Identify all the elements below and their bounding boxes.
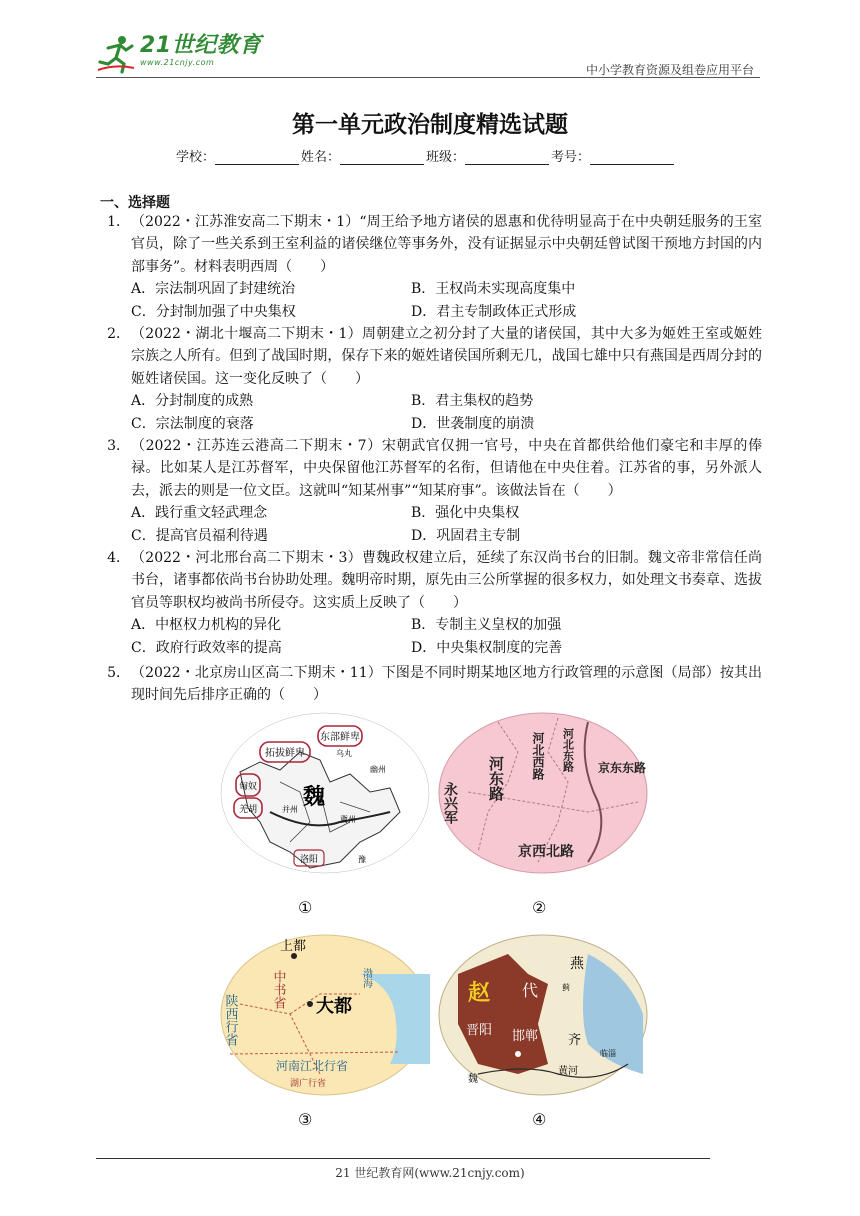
map4-label: 晋阳 [466,1023,493,1038]
map-1-wei [220,712,430,874]
map1-label: 乌丸 [336,749,352,758]
map4-label: 黄河 [558,1066,578,1077]
option-c[interactable]: C．政府行政效率的提高 [131,639,282,656]
option-d[interactable]: D．中央集权制度的完善 [411,639,563,656]
map2-label: 永兴军 [442,782,458,824]
question-number: 5． [107,665,130,681]
options [131,278,762,323]
footer-divider [96,1158,710,1159]
map3-label: 陕西行省 [222,994,238,1046]
map4-label: 赵 [468,981,491,1006]
question-number: 4． [107,550,130,566]
page-header [96,34,760,80]
school-blank[interactable] [215,150,299,165]
map4-label: 齐 [568,1033,582,1048]
logo [96,34,262,74]
question-number: 3． [107,438,130,454]
exam-number-blank[interactable] [590,150,674,165]
option-c[interactable]: C．宗法制度的衰落 [131,415,254,432]
options [131,390,762,435]
map3-label: 上都 [280,939,307,954]
option-c[interactable]: C．提高官员福利待遇 [131,527,268,544]
question-stem: （2022・江苏连云港高二下期末・7）宋朝武官仅拥一官号，中央在首都供给他们豪宅和丰厚的俸禄。比如某人是江苏督军，中央保留他江苏督军的名衔，但请他在中央住着。江苏省的事，另外派人去，派去的则是一位文臣。这就叫“知某州事”“知某府事”。该做法旨在（ ） [131,438,762,499]
question-number: 2． [107,326,130,342]
school-label: 学校： [176,150,216,165]
option-a[interactable]: A．宗法制巩固了封建统治 [131,281,296,298]
map-2-song [438,712,648,874]
map1-label: 幽州 [370,765,386,774]
header-divider [96,77,760,78]
map3-label: 河南江北行省 [276,1059,349,1073]
page-title: 第一单元政治制度精选试题 [292,112,568,138]
option-a[interactable]: A．中枢权力机构的异化 [131,617,282,634]
map1-label: 魏 [302,785,326,810]
option-d[interactable]: D．巩固君主专制 [411,527,521,544]
map2-label: 京西北路 [518,844,574,860]
student-info-fields [176,146,676,165]
map-caption-1: ① [298,898,313,917]
question-stem: （2022・江苏淮安高二下期末・1）“周王给予地方诸侯的恩惠和优待明显高于在中央朝廷服务的王室官员，除了一些关系到王室利益的诸侯继位等事务外，没有证据显示中央朝廷曾试图干预地方封国的内部事务”。材料表明西周（ ） [131,214,762,275]
question-2 [100,323,762,435]
map1-label: 东部鲜卑 [320,732,360,743]
map-4-warring-states [438,934,648,1096]
map-figure [210,712,670,1132]
name-field[interactable] [301,146,426,165]
map3-label: 中书省 [270,970,286,1009]
question-4 [100,547,762,659]
option-c[interactable]: C．分封制加强了中央集权 [131,303,296,320]
options [131,614,762,659]
map-caption-3: ③ [298,1110,313,1129]
question-3 [100,435,762,547]
map4-label: 代 [522,981,539,1000]
map2-label: 河东路 [487,756,505,801]
option-b[interactable]: B．王权尚未实现高度集中 [411,281,576,298]
option-b[interactable]: B．专制主义皇权的加强 [411,617,562,634]
question-stem: （2022・河北邢台高二下期末・3）曹魏政权建立后，延续了东汉尚书台的旧制。魏文帝非常信任尚书台，诸事都依尚书台协助处理。魏明帝时期，原先由三公所掌握的很多权力，如处理文书奏章、选拔官员等职权均被尚书所侵夺。这实质上反映了（ ） [131,550,762,611]
option-d[interactable]: D．君主专制政体正式形成 [411,303,577,320]
map1-label: 洛阳 [299,855,319,865]
option-a[interactable]: A．分封制度的成熟 [131,393,254,410]
question-5 [100,662,762,707]
map2-label: 河北东路 [561,728,575,772]
map2-label: 京东东路 [598,761,647,775]
question-stem: （2022・北京房山区高二下期末・11）下图是不同时期某地区地方行政管理的示意图（局部）按其出现时间先后排序正确的（ ） [131,665,762,704]
map1-label: 冀州 [340,815,356,824]
map3-label: 渤海 [360,968,372,988]
map3-label: 湖广行省 [290,1079,327,1089]
logo-text: 21世纪教育 [140,33,262,58]
question-number: 1． [107,214,130,230]
map-3-yuan [220,934,430,1096]
map4-label: 魏 [468,1074,478,1085]
option-b[interactable]: B．强化中央集权 [411,505,520,522]
option-b[interactable]: B．君主集权的趋势 [411,393,534,410]
logo-url: www.21cnjy.com [140,58,215,67]
class-blank[interactable] [465,150,549,165]
map3-label: 大都 [316,996,352,1017]
runner-logo-icon [96,34,136,74]
exam-number-label: 考号： [551,150,591,165]
name-blank[interactable] [340,150,424,165]
option-d[interactable]: D．世袭制度的崩溃 [411,415,535,432]
map4-label: 燕 [570,956,584,972]
question-1 [100,211,762,323]
option-a[interactable]: A．践行重文轻武理念 [131,505,268,522]
platform-name: 中小学教育资源及组卷应用平台 [585,63,754,77]
map1-label: 匈奴 [238,782,258,792]
map1-label: 并州 [282,805,298,814]
map4-label: 邯郸 [512,1029,539,1044]
exam-number-field[interactable] [551,146,676,165]
class-field[interactable] [426,146,551,165]
options [131,502,762,547]
school-field[interactable] [176,146,301,165]
page-footer: 21 世纪教育网(www.21cnjy.com) [335,1166,525,1180]
class-label: 班级： [426,150,466,165]
map1-label: 羌胡 [238,805,258,815]
map-caption-2: ② [532,898,547,917]
map-caption-4: ④ [532,1110,547,1129]
map2-label: 河北西路 [531,732,545,780]
map4-label: 临淄 [600,1049,616,1058]
question-stem: （2022・湖北十堰高二下期末・1）周朝建立之初分封了大量的诸侯国，其中大多为姬姓王室或姬姓宗族之人所有。但到了战国时期，保存下来的姬姓诸侯国所剩无几，战国七雄中只有燕国是西周分封的姬姓诸侯国。这一变化反映了（ ） [131,326,762,387]
map4-label: 蓟 [562,983,570,992]
name-label: 姓名： [301,150,341,165]
section-heading: 一、选择题 [100,195,170,211]
map1-label: 豫 [358,855,366,864]
map1-label: 拓拔鲜卑 [265,748,305,759]
